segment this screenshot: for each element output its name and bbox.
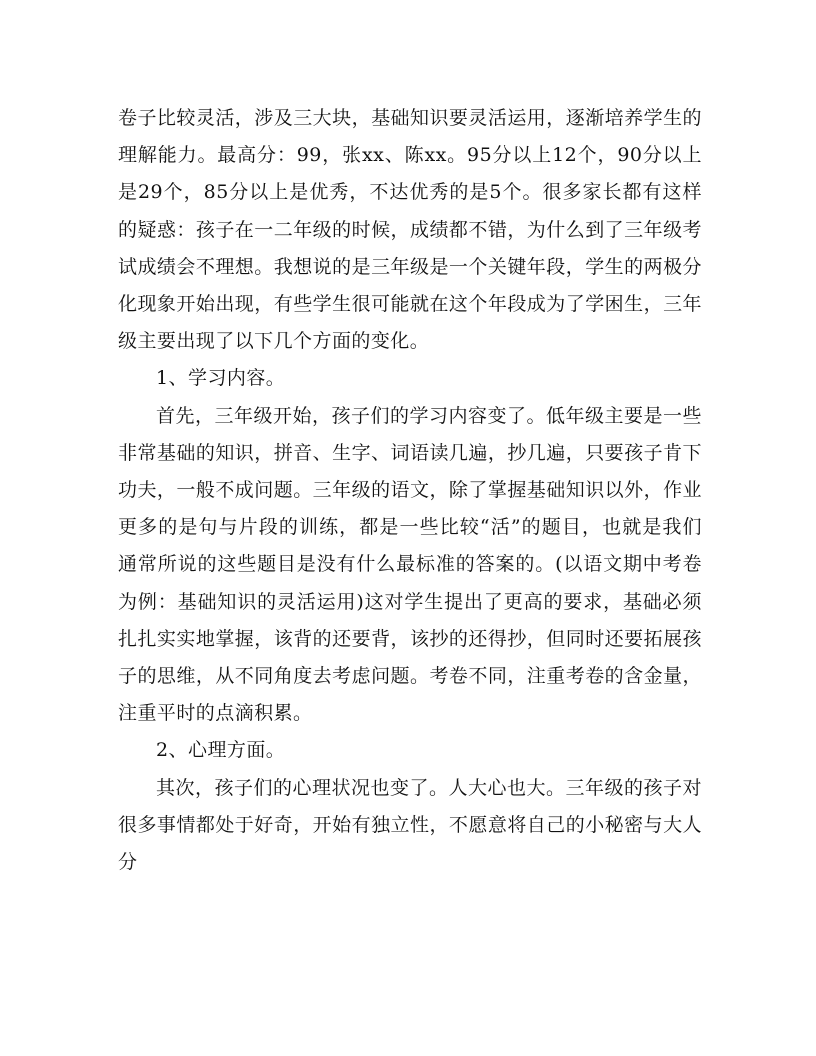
paragraph-intro: 卷子比较灵活，涉及三大块，基础知识要灵活运用，逐渐培养学生的理解能力。最高分：99，张xx、陈xx。95分以上12个，90分以上是29个，85分以上是优秀，不达优秀的是5个。很多家长都有这样的疑惑：孩子在一二年级的时候，成绩都不错，为什么到了三年级考试成绩会不理想。我想说的是三年级是一个关键年段，学生的两极分化现象开始出现，有些学生很可能就在这个年段成为了学困生，三年级主要出现了以下几个方面的变化。 — [118, 107, 702, 353]
paragraph-learning-content: 首先，三年级开始，孩子们的学习内容变了。低年级主要是一些非常基础的知识，拼音、生字、词语读几遍，抄几遍，只要孩子肯下功夫，一般不成问题。三年级的语文，除了掌握基础知识以外，作业更多的是句与片段的训练，都是一些比较“活”的题目，也就是我们通常所说的这些题目是没有什么最标准的答案的。(以语文期中考卷为例：基础知识的灵活运用)这对学生提出了更高的要求，基础必须扎扎实实地掌握，该背的还要背，该抄的还得抄，但同时还要拓展孩子的思维，从不同角度去考虑问题。考卷不同，注重考卷的含金量，注重平时的点滴积累。 — [118, 404, 702, 725]
document-body — [118, 100, 702, 881]
section-heading-psychology: 2、心理方面。 — [156, 739, 286, 762]
section-heading-learning-content: 1、学习内容。 — [156, 367, 286, 390]
paragraph-psychology: 其次，孩子们的心理状况也变了。人大心也大。三年级的孩子对很多事情都处于好奇，开始有独立性，不愿意将自己的小秘密与大人分 — [118, 776, 702, 874]
